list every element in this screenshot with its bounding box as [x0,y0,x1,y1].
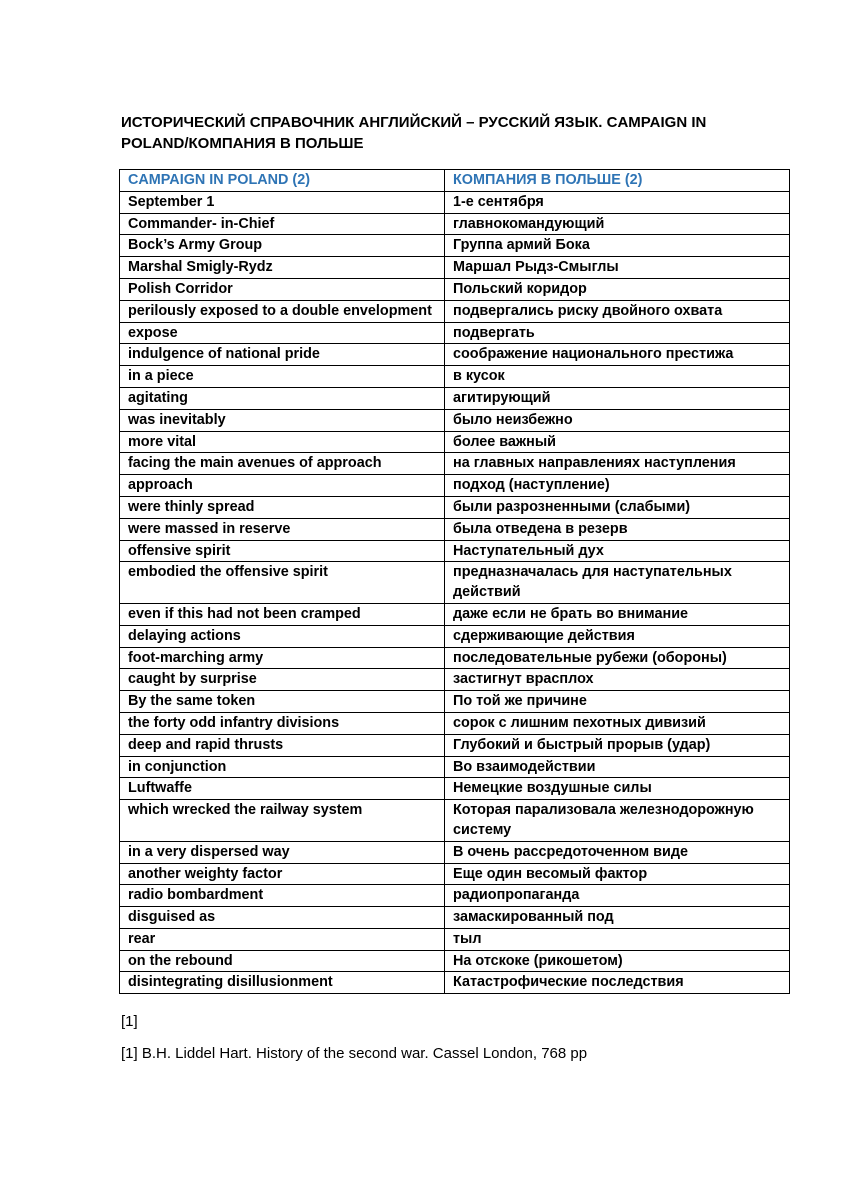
term-english: rear [120,928,445,950]
table-row [120,950,790,972]
term-english: By the same token [120,691,445,713]
footnote: [1] B.H. Liddel Hart. History of the second war. Cassel London, 768 pp [121,1045,588,1062]
term-russian: Группа армий Бока [445,235,790,257]
term-russian: предназначалась для наступательных действий [445,562,790,604]
header-english: CAMPAIGN IN POLAND (2) [120,170,445,192]
term-english: which wrecked the railway system [120,800,445,842]
term-russian: 1-е сентября [445,191,790,213]
term-russian: соображение национального престижа [445,344,790,366]
table-row [120,647,790,669]
term-russian: агитирующий [445,387,790,409]
table-row [120,496,790,518]
term-russian: Еще один весомый фактор [445,863,790,885]
table-row [120,734,790,756]
term-russian: Которая парализовала железнодорожную систему [445,800,790,842]
table-row [120,300,790,322]
table-row [120,475,790,497]
term-english: facing the main avenues of approach [120,453,445,475]
term-russian: застигнут врасплох [445,669,790,691]
term-russian: подвергались риску двойного охвата [445,300,790,322]
table-row [120,213,790,235]
term-english: the forty odd infantry divisions [120,712,445,734]
term-russian: была отведена в резерв [445,518,790,540]
term-english: September 1 [120,191,445,213]
term-russian: Наступательный дух [445,540,790,562]
term-english: Marshal Smigly-Rydz [120,257,445,279]
term-english: on the rebound [120,950,445,972]
table-row [120,907,790,929]
term-russian: последовательные рубежи (обороны) [445,647,790,669]
term-russian: сдерживающие действия [445,625,790,647]
table-row [120,972,790,994]
term-english: embodied the offensive spirit [120,562,445,604]
table-row [120,800,790,842]
term-english: foot-marching army [120,647,445,669]
table-row [120,278,790,300]
term-russian: Глубокий и быстрый прорыв (удар) [445,734,790,756]
term-russian: были разрозненными (слабыми) [445,496,790,518]
table-row [120,257,790,279]
table-row [120,235,790,257]
table-row [120,453,790,475]
term-english: deep and rapid thrusts [120,734,445,756]
term-russian: в кусок [445,366,790,388]
term-english: disintegrating disillusionment [120,972,445,994]
term-russian: Во взаимодействии [445,756,790,778]
table-row [120,540,790,562]
table-row [120,885,790,907]
term-english: in conjunction [120,756,445,778]
table-row [120,841,790,863]
term-english: were thinly spread [120,496,445,518]
term-english: radio bombardment [120,885,445,907]
table-row [120,928,790,950]
term-russian: было неизбежно [445,409,790,431]
term-english: Bock’s Army Group [120,235,445,257]
term-russian: Польский коридор [445,278,790,300]
table-row [120,691,790,713]
term-russian: В очень рассредоточенном виде [445,841,790,863]
term-english: Luftwaffe [120,778,445,800]
term-english: offensive spirit [120,540,445,562]
term-russian: По той же причине [445,691,790,713]
term-english: agitating [120,387,445,409]
term-english: indulgence of national pride [120,344,445,366]
table-row [120,669,790,691]
table-row [120,756,790,778]
table-row [120,603,790,625]
table-row [120,409,790,431]
table-row [120,562,790,604]
term-russian: подход (наступление) [445,475,790,497]
glossary-table [119,169,790,994]
term-english: disguised as [120,907,445,929]
term-russian: Маршал Рыдз-Смыглы [445,257,790,279]
term-russian: На отскоке (рикошетом) [445,950,790,972]
reference-mark: [1] [121,1013,138,1030]
table-header-row [120,170,790,192]
term-russian: даже если не брать во внимание [445,603,790,625]
table-row [120,863,790,885]
table-row [120,366,790,388]
term-russian: тыл [445,928,790,950]
term-russian: подвергать [445,322,790,344]
term-english: delaying actions [120,625,445,647]
term-english: more vital [120,431,445,453]
term-russian: Немецкие воздушные силы [445,778,790,800]
term-russian: сорок с лишним пехотных дивизий [445,712,790,734]
term-english: Polish Corridor [120,278,445,300]
term-russian: более важный [445,431,790,453]
document-title: ИСТОРИЧЕСКИЙ СПРАВОЧНИК АНГЛИЙСКИЙ – РУССКИЙ ЯЗЫК. CAMPAIGN IN POLAND/КОМПАНИЯ В ПОЛЬШЕ [121,114,707,152]
term-english: caught by surprise [120,669,445,691]
table-row [120,344,790,366]
table-row [120,518,790,540]
term-english: expose [120,322,445,344]
term-english: in a very dispersed way [120,841,445,863]
term-russian: на главных направлениях наступления [445,453,790,475]
term-english: in a piece [120,366,445,388]
table-row [120,778,790,800]
term-english: was inevitably [120,409,445,431]
term-english: perilously exposed to a double envelopment [120,300,445,322]
term-russian: Катастрофические последствия [445,972,790,994]
term-english: another weighty factor [120,863,445,885]
term-english: approach [120,475,445,497]
term-english: even if this had not been cramped [120,603,445,625]
header-russian: КОМПАНИЯ В ПОЛЬШЕ (2) [445,170,790,192]
table-row [120,431,790,453]
table-row [120,322,790,344]
term-russian: замаскированный под [445,907,790,929]
term-english: were massed in reserve [120,518,445,540]
table-row [120,387,790,409]
table-row [120,712,790,734]
term-english: Commander- in-Chief [120,213,445,235]
table-row [120,625,790,647]
table-body [120,191,790,993]
term-russian: главнокомандующий [445,213,790,235]
term-russian: радиопропаганда [445,885,790,907]
table-row [120,191,790,213]
